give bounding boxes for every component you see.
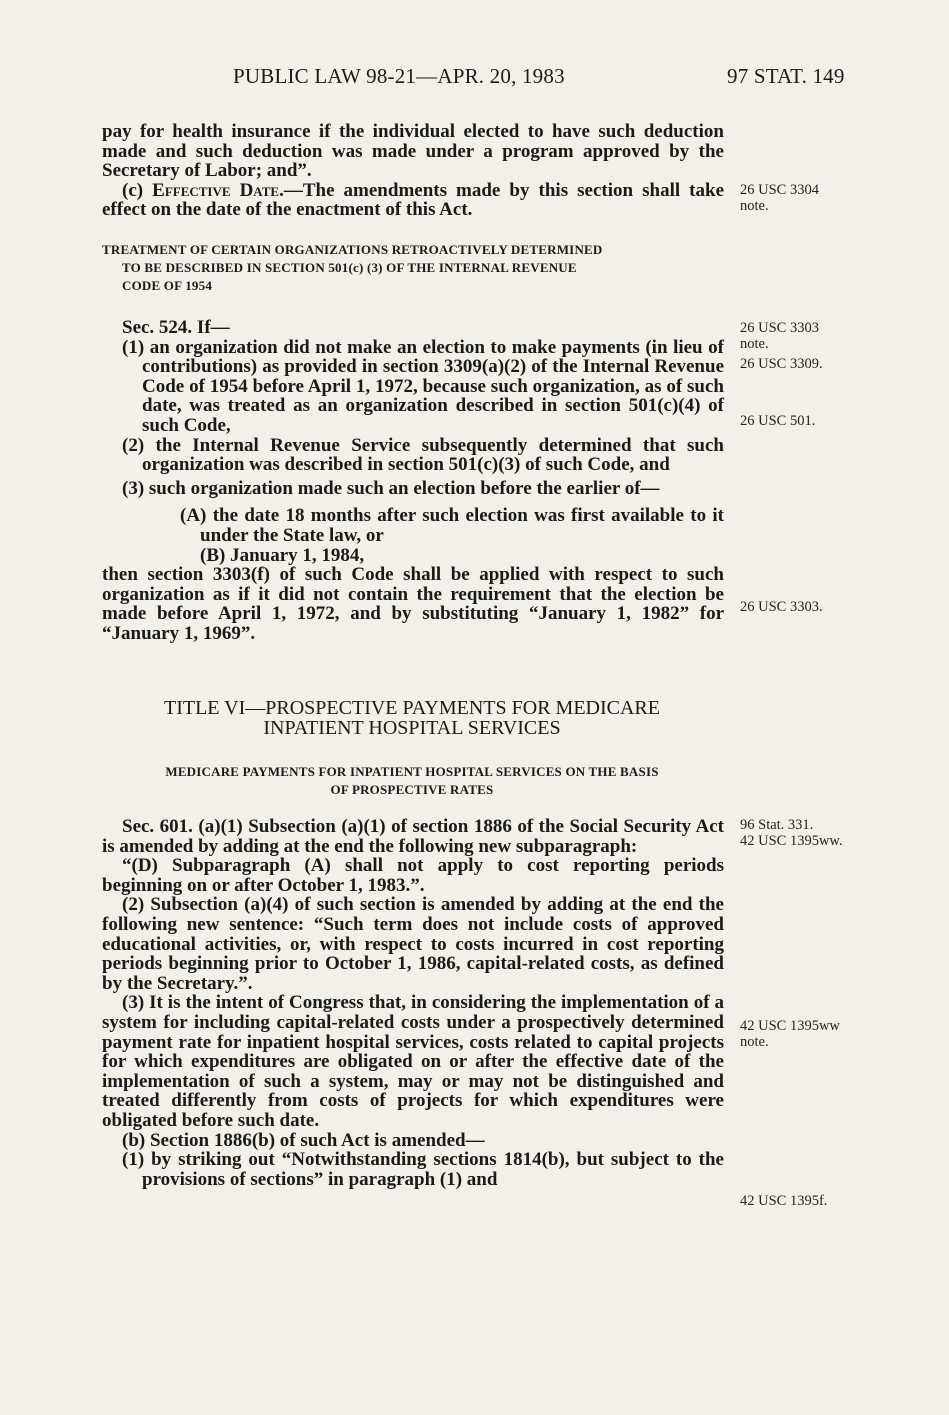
- side-note-26usc3303-note: 26 USC 3303 note.: [740, 320, 819, 352]
- sec524-para-A: (A) the date 18 months after such election was first available to it under the State law, or: [180, 505, 724, 546]
- sec524-intro: Sec. 524. If—: [122, 317, 230, 338]
- sec601-para-b1: (1) by striking out “Notwithstanding sections 1814(b), but subject to the provisions of sections” in paragraph (1) and: [122, 1149, 724, 1190]
- paragraph-continuation: pay for health insurance if the individual elected to have such deduction made and such deduction was made under a program approved by the Secretary of Labor; and”.: [102, 121, 724, 182]
- effective-date-label: Effective Date: [152, 179, 280, 201]
- section-601-text: [102, 817, 724, 1189]
- sec524-para-B: (B) January 1, 1984,: [200, 544, 365, 566]
- sec524-para-2: (2) the Internal Revenue Service subsequently determined that such organization was described in section 501(c)(3) of such Code, and: [122, 434, 724, 476]
- title-vi-heading: TITLE VI—PROSPECTIVE PAYMENTS FOR MEDICARE INPATIENT HOSPITAL SERVICES: [164, 697, 660, 739]
- sec524-para-3: (3) such organization made such an election before the earlier of—: [122, 477, 660, 499]
- section-heading-524: TREATMENT OF CERTAIN ORGANIZATIONS RETROACTIVELY DETERMINED TO BE DESCRIBED IN SECTION 501(c) (3) OF THE INTERNAL REVENUE CODE OF 1954: [102, 242, 603, 293]
- sec601-para-a3: (3) It is the intent of Congress that, in considering the implementation of a system for including capital-related costs under a prospectively determined payment rate for inpatient hospital services, costs related to capital projects for which expenditures are obligated on or after the effective date of the implementation of such a system, may or may not be distinguished and treated differently from costs of projects for which expenditures were obligated before such date.: [102, 992, 724, 1131]
- side-note-42usc1395f: 42 USC 1395f.: [740, 1193, 828, 1209]
- section-heading-601: MEDICARE PAYMENTS FOR INPATIENT HOSPITAL SERVICES ON THE BASIS OF PROSPECTIVE RATES: [165, 764, 659, 797]
- section-524-text: [102, 318, 724, 644]
- paragraph-effective-date: (c) Effective Date.—The amendments made by this section shall take effect on the date of the enactment of this Act.: [102, 179, 724, 221]
- side-note-26usc3304: 26 USC 3304 note.: [740, 182, 819, 214]
- side-note-26usc3309: 26 USC 3309.: [740, 356, 823, 372]
- side-note-42usc1395ww-note: 42 USC 1395ww note.: [740, 1018, 840, 1050]
- running-header-title: PUBLIC LAW 98-21—APR. 20, 1983: [233, 64, 565, 88]
- side-note-26usc3303: 26 USC 3303.: [740, 599, 823, 615]
- side-note-26usc501: 26 USC 501.: [740, 413, 816, 429]
- sec601-para-b: (b) Section 1886(b) of such Act is amended—: [122, 1129, 485, 1151]
- sec601-para-a2: (2) Subsection (a)(4) of such section is amended by adding at the end the following new sentence: “Such term does not include costs of approved educational activities, or, with respect to costs incurred in cost reporting periods beginning prior to October 1, 1986, capital-related costs, as defined by the Secretary.”.: [102, 894, 724, 994]
- running-header-stat: 97 STAT. 149: [727, 64, 845, 88]
- sec524-tail: then section 3303(f) of such Code shall be applied with respect to such organization as if it did not contain the requirement that the election be made before April 1, 1972, and by substituting “January 1, 1982” for “January 1, 1969”.: [102, 564, 724, 644]
- side-note-96stat331: 96 Stat. 331. 42 USC 1395ww.: [740, 817, 843, 849]
- sec601-para-a1-quote: “(D) Subparagraph (A) shall not apply to cost reporting periods beginning on or after October 1, 1983.”.: [102, 855, 724, 896]
- continued-text-block: [102, 122, 724, 220]
- sec524-para-1: (1) an organization did not make an election to make payments (in lieu of contributions) as provided in section 3309(a)(2) of the Internal Revenue Code of 1954 before April 1, 1972, because such organization, as of such date, was treated as an organization described in section 501(c)(4) of such Code,: [122, 336, 724, 436]
- sec601-para-a1: Sec. 601. (a)(1) Subsection (a)(1) of section 1886 of the Social Security Act is amended by adding at the end the following new subparagraph:: [102, 816, 724, 857]
